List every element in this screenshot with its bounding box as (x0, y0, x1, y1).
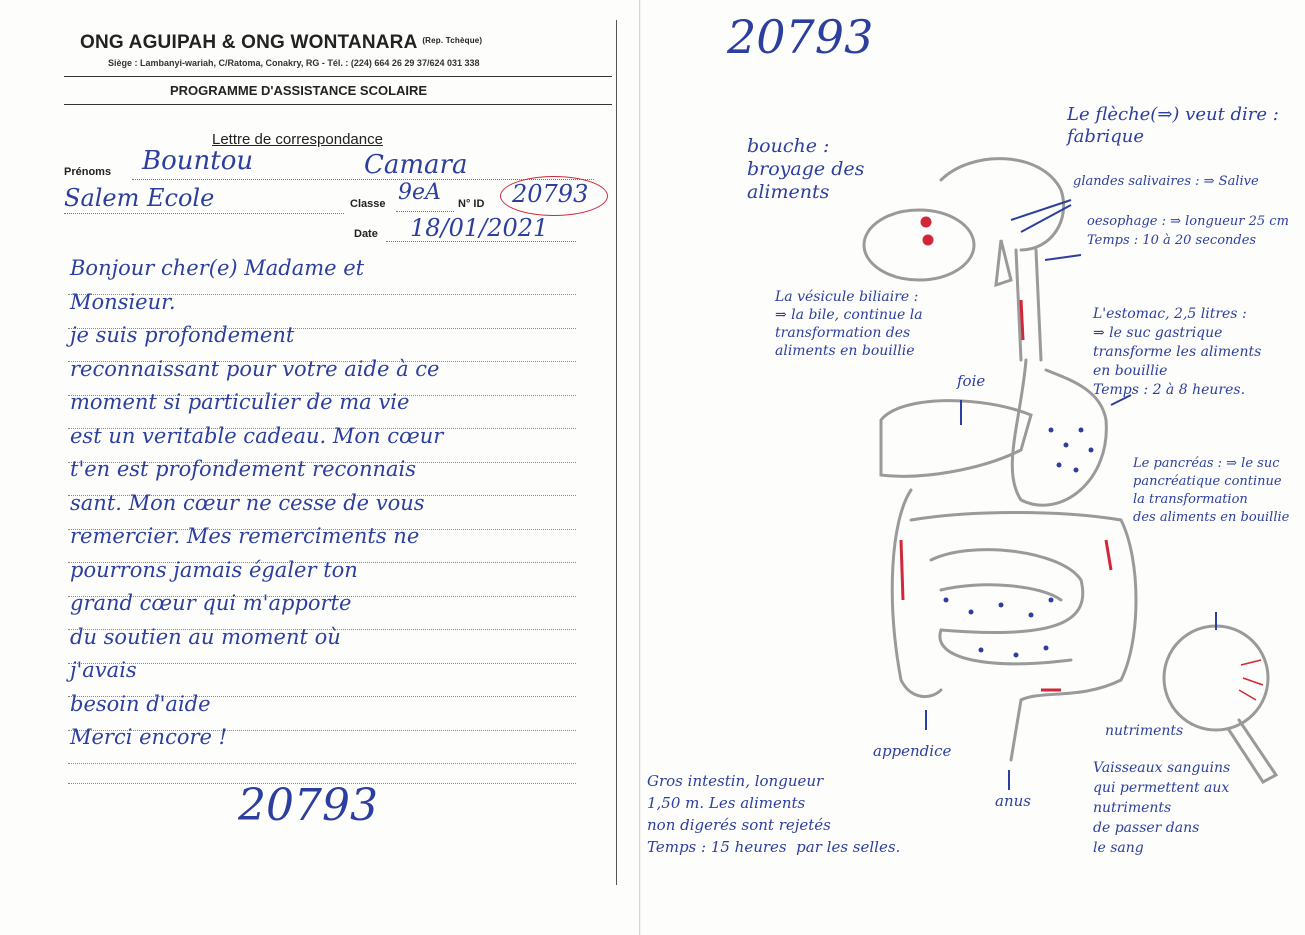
letter-line: moment si particulier de ma vie (70, 390, 410, 414)
letter-line: sant. Mon cœur ne cesse de vous (70, 490, 425, 515)
first-name-value: Bountou (142, 146, 254, 176)
drawing-page (641, 0, 1305, 935)
letter-line: Bonjour cher(e) Madame et (70, 256, 365, 280)
header-rule (64, 76, 612, 77)
org-note: (Rep. Tchèque) (422, 36, 483, 45)
id-value: 20793 (512, 180, 589, 208)
label-stomach: L'estomac, 2,5 litres : ⇒ le suc gastrique transforme les aliments en bouillie Temps : 2 à 8 heures. (1093, 306, 1262, 398)
classe-value: 9eA (398, 180, 441, 205)
last-name-value: Camara (364, 150, 468, 180)
letter-line: Merci encore ! (70, 725, 228, 749)
footer-id: 20793 (238, 780, 378, 831)
letter-body (70, 252, 590, 755)
label-appendix: appendice (873, 742, 952, 760)
top-id: 20793 (727, 10, 874, 64)
letter-line: Monsieur. (70, 289, 176, 314)
letter-line: besoin d'aide (70, 691, 211, 716)
letter-line: grand cœur qui m'apporte (70, 591, 352, 615)
label-large-intestine: Gros intestin, longueur 1,50 m. Les aliments non digerés sont rejetés Temps : 15 heures par les selles. (647, 772, 901, 856)
ruled-line (68, 762, 576, 764)
label-pancreas: Le pancréas : ⇒ le suc pancréatique continue la transformation des aliments en bouillie (1133, 456, 1290, 525)
org-title (80, 32, 482, 54)
header-rule (64, 104, 612, 105)
letter-line: je suis profondement (70, 323, 295, 347)
date-value: 18/01/2021 (410, 214, 549, 242)
org-name: ONG AGUIPAH & ONG WONTANARA (80, 32, 417, 53)
label-salivary-glands: glandes salivaires : ⇒ Salive (1073, 174, 1259, 189)
letter-line: remercier. Mes remerciments ne (70, 524, 420, 548)
letter-page (0, 0, 640, 935)
letter-line: du soutien au moment où (70, 624, 341, 649)
dotted-line (396, 210, 454, 212)
date-label: Date (354, 228, 378, 240)
label-legend: Le flèche(⇒) veut dire : fabrique (1067, 104, 1279, 147)
label-blood-vessels: Vaisseaux sanguins qui permettent aux nutriments de passer dans le sang (1093, 760, 1231, 856)
program-title: PROGRAMME D'ASSISTANCE SCOLAIRE (170, 83, 428, 98)
school-value: Salem Ecole (64, 184, 215, 212)
letter-line: est un veritable cadeau. Mon cœur (70, 423, 444, 448)
letter-line: reconnaissant pour votre aide à ce (70, 356, 440, 381)
letter-line: pourrons jamais égaler ton (70, 557, 358, 582)
org-address: Siège : Lambanyi-wariah, C/Ratoma, Conakry, RG - Tél. : (224) 664 26 29 37/624 031 338 (108, 58, 480, 68)
label-gallbladder: La vésicule biliaire : ⇒ la bile, continue la transformation des aliments en bouillie (775, 289, 923, 359)
label-mouth: bouche : broyage des aliments (747, 135, 865, 203)
frame-line (616, 20, 617, 885)
letter-line: t'en est profondement reconnais (70, 457, 417, 481)
letter-line: j'avais (70, 658, 137, 682)
label-anus: anus (995, 792, 1031, 810)
label-nutrients: nutriments (1105, 723, 1184, 739)
dotted-line (64, 212, 344, 214)
classe-label: Classe (350, 198, 386, 210)
id-label: N° ID (458, 198, 485, 210)
label-liver: foie (957, 372, 986, 390)
label-esophagus: oesophage : ⇒ longueur 25 cm Temps : 10 à 20 secondes (1087, 214, 1289, 248)
letter-title: Lettre de correspondance (212, 131, 383, 148)
prenoms-label: Prénoms (64, 166, 112, 178)
